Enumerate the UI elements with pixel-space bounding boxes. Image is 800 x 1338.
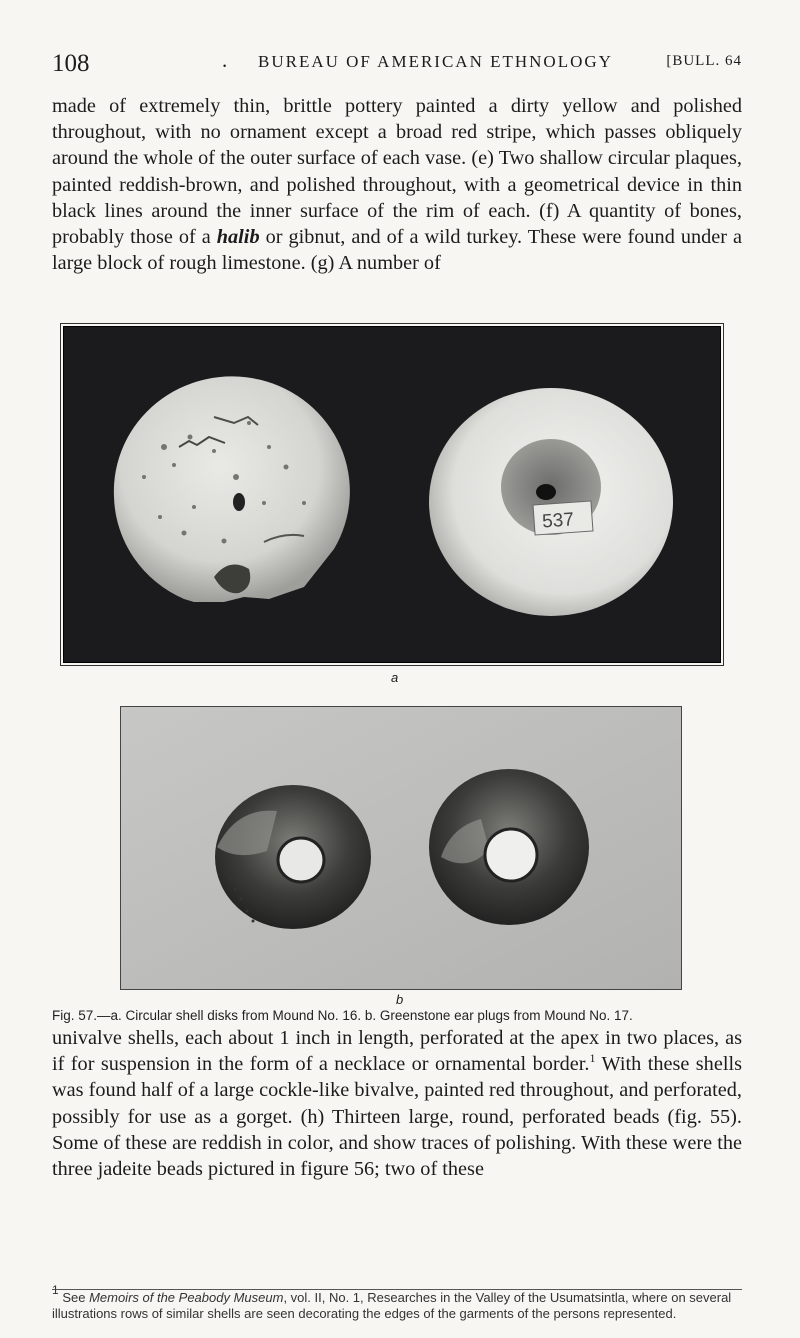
footnote-pre: See — [62, 1290, 90, 1305]
plate-a-shell-disks — [63, 326, 721, 663]
paragraph-top — [52, 93, 742, 276]
ear-plugs-photo — [121, 707, 681, 989]
figure-label-b: b — [396, 992, 404, 1007]
para2-text-a: univalve shells, each about 1 inch in length, perforated at the apex in two places, as if for suspension in the form of a necklace or ornamental border. — [52, 1027, 742, 1076]
para1-text-a: made of extremely thin, brittle pottery painted a dirty yellow and polished throughout, with no ornament except a broad red stripe, which passes obliquely around the whole of the outer surface of each vase. (e) Two shallow circular plaques, painted reddish-brown, and polished throughout, with a geometrical device in thin black lines around the inner surface of the rim of each. (f) A quantity of bones, probably those of a — [52, 95, 742, 249]
para2-text-b: With these shells was found half of a large cockle-like bivalve, painted red throughout, and perforated, possibly for use as a gorget. (h) Thirteen large, round, perforated beads (fig. 55). Some of these are reddish in color, and show traces of polishing. With these were the three jadeite beads pictured in figure 56; two of these — [52, 1053, 742, 1181]
shell-disk-left — [114, 376, 350, 602]
footnote-post: , vol. II, No. 1, Researches in the Valley of the Usumatsintla, where on several illustrations rows of similar shells are seen decorating the edges of the garments of the persons represented. — [52, 1290, 732, 1321]
shell-disks-photo — [64, 327, 720, 662]
running-header — [52, 50, 742, 76]
footnote-ref: 1 — [589, 1051, 596, 1066]
para1-italic-term: halib — [216, 226, 260, 249]
paragraph-bottom — [52, 1025, 742, 1182]
shell-disk-right — [429, 388, 673, 616]
footnote-title: Memoirs of the Peabody Museum — [89, 1290, 284, 1305]
footnote — [52, 1283, 742, 1321]
ear-plug-left — [215, 785, 371, 929]
bulletin-number: [BULL. 64 — [666, 53, 742, 69]
header-separator: . — [222, 48, 228, 72]
figure-label-a: a — [391, 670, 399, 685]
ear-plug-right — [429, 769, 589, 925]
figure-caption: Fig. 57.—a. Circular shell disks from Mound No. 16. b. Greenstone ear plugs from Mound No. 17. — [52, 1008, 633, 1023]
page-number: 108 — [52, 50, 90, 77]
plate-b-ear-plugs — [120, 706, 682, 990]
footnote-marker: 1 — [52, 1283, 59, 1297]
specimen-tag: 537 — [541, 509, 575, 533]
running-title: BUREAU OF AMERICAN ETHNOLOGY — [258, 52, 613, 71]
para1-text-b: or gibnut, and of a wild turkey. These were found under a large block of rough limestone. (g) A number of — [52, 226, 742, 275]
